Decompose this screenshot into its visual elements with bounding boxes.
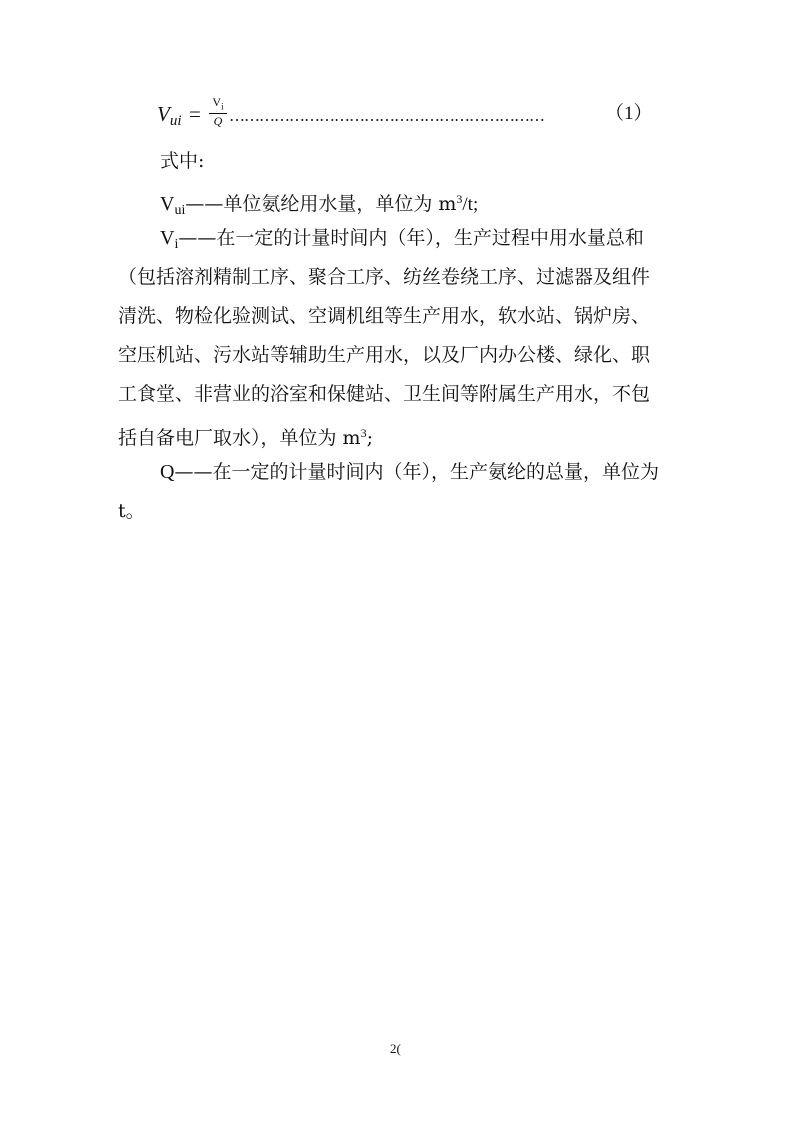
definition-vi-line-1 [160,226,644,257]
definition-vui [160,187,478,223]
fraction-denominator: Q [213,114,223,129]
q-symbol: Q [160,461,175,483]
vui-text: ——单位氨纶用水量，单位为 m [185,193,457,215]
definition-vi-line-3: 清洗、物检化验测试、空调机组等生产用水，软水站、锅炉房、 [118,305,651,327]
page-number: 2( [390,1041,401,1056]
definition-q-line-1 [160,460,659,484]
vui-superscript: 3 [456,192,463,206]
q-line-1-text: ——在一定的计量时间内（年），生产氨纶的总量，单位为 [174,461,659,483]
vui-unit-tail: /t; [462,194,479,215]
definition-vi-line-4: 空压机站、污水站等辅助生产用水，以及厂内办公楼、绿化、职 [118,344,651,366]
vi-superscript: 3 [360,426,367,440]
fraction-numerator: $V_i$ [209,95,227,114]
formula-leader-dots: ……………………………………………………… [229,106,544,125]
definition-vi-line-5: 工食堂、非营业的浴室和保健站、卫生间等附属生产用水，不包 [118,383,651,405]
formula-lhs: $V_{ui}$ [157,102,182,129]
vi-tail: ; [366,427,373,449]
formula [157,95,657,132]
definition-q-line-2: t。 [118,500,145,522]
vi-line-6-text: 括自备电厂取水），单位为 m [118,427,361,449]
vi-symbol: $V_i$ [160,227,179,252]
definition-vi-line-2: （包括溶剂精制工序、聚合工序、纺丝卷绕工序、过滤器及组件 [118,266,651,288]
definitions-intro: 式中: [160,150,205,172]
vi-line-1-text: ——在一定的计量时间内（年），生产过程中用水量总和 [178,227,644,249]
vui-symbol: $V_{ui}$ [160,193,186,218]
formula-fraction [209,95,227,128]
equation-number: （1） [605,103,653,124]
formula-equals: = [189,102,201,126]
definition-vi-line-6 [118,421,373,450]
